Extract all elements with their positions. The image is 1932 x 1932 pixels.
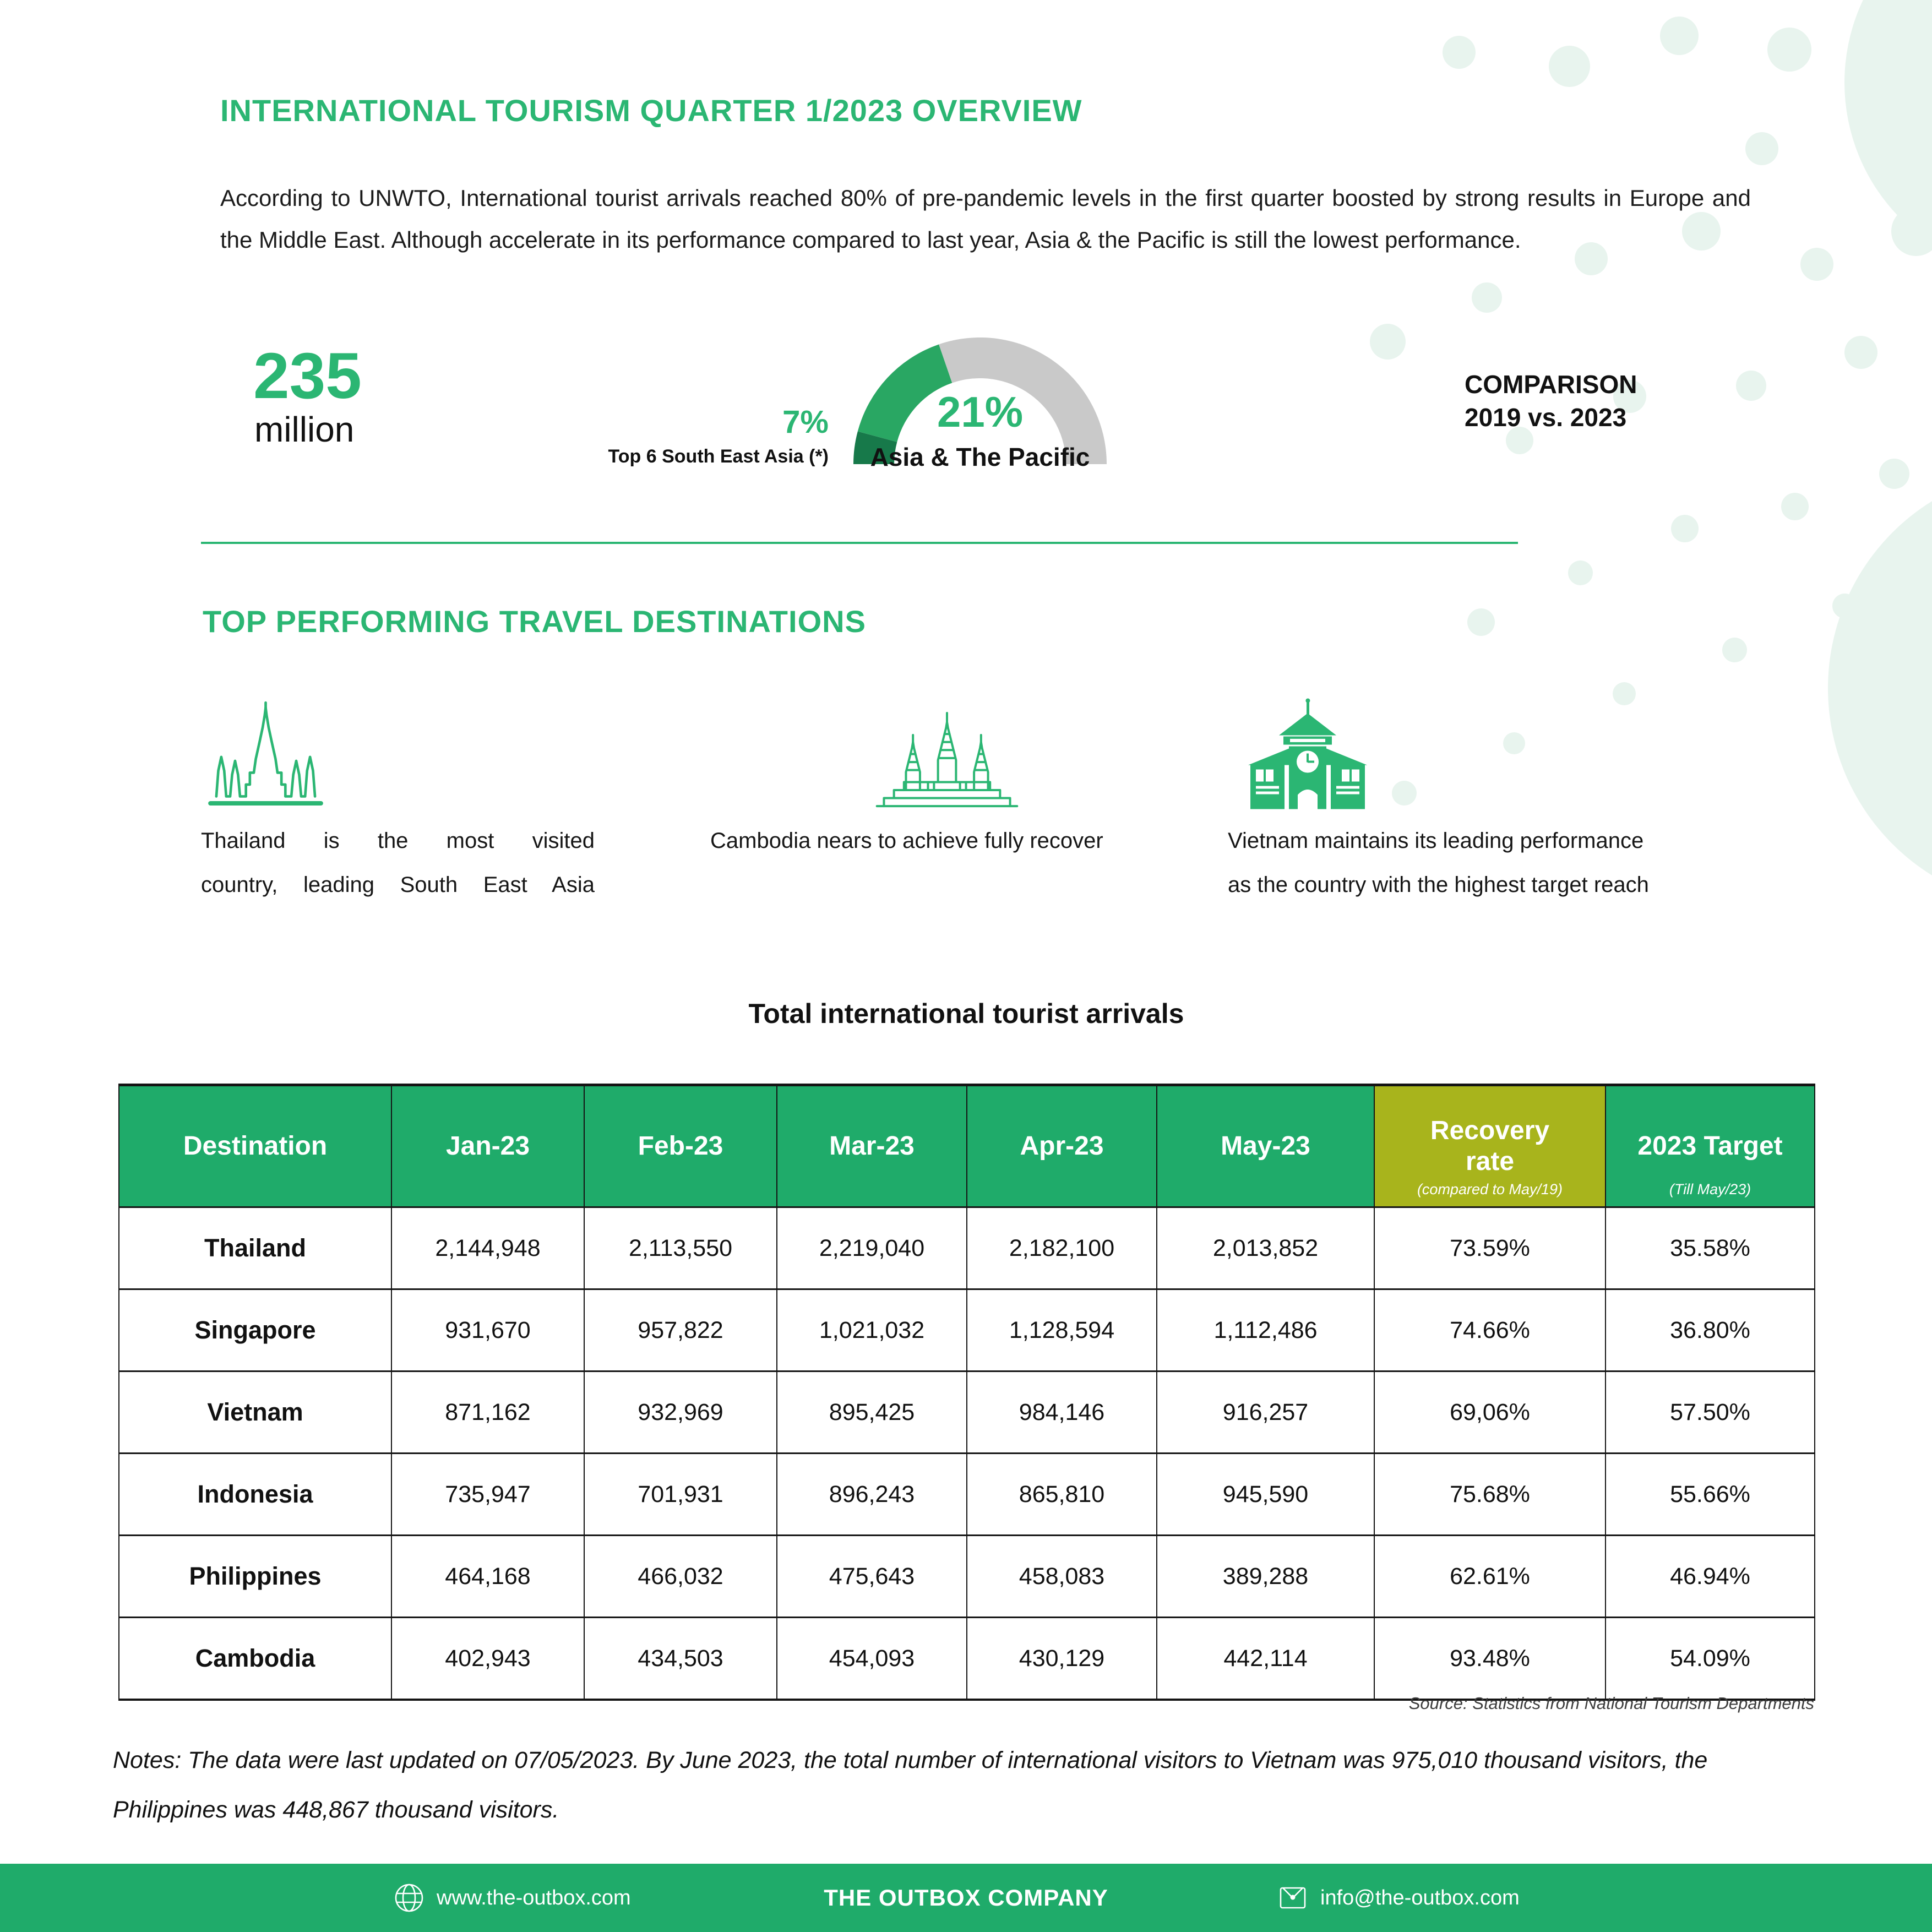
decorative-dot [1781, 493, 1809, 520]
destination-cell: Vietnam [119, 1372, 391, 1454]
footer-email[interactable]: info@the-outbox.com [1277, 1864, 1520, 1932]
footer-website[interactable]: www.the-outbox.com [394, 1864, 631, 1932]
decorative-dot [1671, 515, 1699, 542]
value-cell: 931,670 [391, 1289, 584, 1372]
footer-bar [0, 1864, 1932, 1932]
value-cell: 2,113,550 [584, 1207, 777, 1289]
value-cell: 466,032 [584, 1536, 777, 1618]
value-cell: 35.58% [1606, 1207, 1815, 1289]
thailand-caption: Thailand is the most visited country, leading South East Asia [201, 829, 595, 897]
decorative-dot [1879, 459, 1909, 489]
value-cell: 957,822 [584, 1289, 777, 1372]
value-cell: 73.59% [1374, 1207, 1606, 1289]
footer-company: THE OUTBOX COMPANY [824, 1885, 1108, 1911]
vietnam-caption: Vietnam maintains its leading performance as the country with the highest target reach [1228, 829, 1649, 897]
value-cell: 865,810 [967, 1454, 1157, 1536]
value-cell: 701,931 [584, 1454, 777, 1536]
decorative-dot [1745, 132, 1778, 165]
sea-stat-label: Top 6 South East Asia (*) [608, 446, 829, 467]
value-cell: 1,128,594 [967, 1289, 1157, 1372]
thailand-temple-icon [206, 698, 325, 814]
total-arrivals-unit: million [254, 410, 355, 449]
notes-text: Notes: The data were last updated on 07/05/2023. By June 2023, the total number of international visitors to Vietnam was 975,010 thousand visitors, the Philippines was 448,867 thousand visitors. [113, 1747, 1708, 1823]
comparison-label: COMPARISON 2019 vs. 2023 [1465, 370, 1637, 432]
decorative-dot [1568, 560, 1593, 585]
arrivals-table-header [119, 1085, 1815, 1207]
decorative-dot [1844, 0, 1932, 275]
value-cell: 402,943 [391, 1618, 584, 1700]
value-cell: 62.61% [1374, 1536, 1606, 1618]
decorative-dot [1549, 46, 1590, 87]
table-row-vietnam [119, 1372, 1815, 1454]
decorative-dot [1613, 682, 1636, 705]
decorative-dot [1443, 36, 1476, 69]
column-subnote: (Till May/23) [1669, 1181, 1751, 1198]
value-cell: 46.94% [1606, 1536, 1815, 1618]
sea-stat-value: 7% [782, 404, 829, 440]
table-row-thailand [119, 1207, 1815, 1289]
value-cell: 464,168 [391, 1536, 584, 1618]
value-cell: 984,146 [967, 1372, 1157, 1454]
value-cell: 896,243 [777, 1454, 967, 1536]
value-cell: 454,093 [777, 1618, 967, 1700]
table-title: Total international tourist arrivals [748, 998, 1184, 1029]
value-cell: 93.48% [1374, 1618, 1606, 1700]
table-row-indonesia [119, 1454, 1815, 1536]
value-cell: 74.66% [1374, 1289, 1606, 1372]
source-note: Source: Statistics from National Tourism Departments [1408, 1694, 1814, 1713]
column-subnote: (compared to May/19) [1417, 1181, 1563, 1198]
sea-stat [551, 406, 829, 467]
angkor-wat-icon [864, 702, 1030, 812]
column-header-mar-23: Mar-23 [777, 1085, 967, 1207]
decorative-dot [1844, 336, 1877, 369]
decorative-dot [1503, 732, 1525, 754]
column-header-may-23: May-23 [1157, 1085, 1374, 1207]
total-arrivals-value: 235 [253, 340, 362, 412]
decorative-dot [1467, 608, 1495, 636]
intro-paragraph: According to UNWTO, International tourist arrivals reached 80% of pre-pandemic levels in the first quarter boosted by strong results in Europe and the Middle East. Although accelerate in its performance compared to last year, Asia & the Pacific is still the lowest performance. [220, 185, 1751, 253]
destination-cell: Philippines [119, 1536, 391, 1618]
envelope-icon [1277, 1882, 1308, 1913]
decorative-dot [1722, 638, 1747, 662]
cambodia-caption: Cambodia nears to achieve fully recover [710, 829, 1103, 853]
decorative-dot [1736, 371, 1766, 401]
decorative-dot [1472, 282, 1502, 313]
table-row-singapore [119, 1289, 1815, 1372]
value-cell: 871,162 [391, 1372, 584, 1454]
decorative-dot [1392, 781, 1417, 806]
section-divider [201, 542, 1518, 544]
column-header-feb-23: Feb-23 [584, 1085, 777, 1207]
value-cell: 69,06% [1374, 1372, 1606, 1454]
value-cell: 945,590 [1157, 1454, 1374, 1536]
column-header-destination: Destination [119, 1085, 391, 1207]
recovery-gauge [853, 338, 1107, 471]
destinations-heading: TOP PERFORMING TRAVEL DESTINATIONS [203, 604, 866, 639]
destination-cell: Indonesia [119, 1454, 391, 1536]
value-cell: 2,219,040 [777, 1207, 967, 1289]
value-cell: 75.68% [1374, 1454, 1606, 1536]
apac-stat-label: Asia & The Pacific [870, 443, 1090, 471]
arrivals-table-body [119, 1207, 1815, 1700]
value-cell: 932,969 [584, 1372, 777, 1454]
value-cell: 57.50% [1606, 1372, 1815, 1454]
value-cell: 54.09% [1606, 1618, 1815, 1700]
ben-thanh-market-icon [1242, 695, 1374, 813]
value-cell: 442,114 [1157, 1618, 1374, 1700]
column-header-jan-23: Jan-23 [391, 1085, 584, 1207]
column-header-recovery-rate: Recovery rate (compared to May/19) [1374, 1085, 1606, 1207]
column-header-2023-target: 2023 Target (Till May/23) [1606, 1085, 1815, 1207]
value-cell: 916,257 [1157, 1372, 1374, 1454]
decorative-dot [1828, 468, 1932, 908]
value-cell: 895,425 [777, 1372, 967, 1454]
apac-stat-value: 21% [937, 388, 1024, 436]
value-cell: 1,021,032 [777, 1289, 967, 1372]
value-cell: 2,013,852 [1157, 1207, 1374, 1289]
value-cell: 2,182,100 [967, 1207, 1157, 1289]
destination-cell: Cambodia [119, 1618, 391, 1700]
destination-cell: Singapore [119, 1289, 391, 1372]
value-cell: 36.80% [1606, 1289, 1815, 1372]
decorative-dot [1800, 248, 1833, 281]
value-cell: 55.66% [1606, 1454, 1815, 1536]
table-row-cambodia [119, 1618, 1815, 1700]
decorative-dot [1660, 17, 1699, 55]
value-cell: 735,947 [391, 1454, 584, 1536]
arrivals-table [118, 1084, 1815, 1701]
value-cell: 389,288 [1157, 1536, 1374, 1618]
value-cell: 458,083 [967, 1536, 1157, 1618]
value-cell: 430,129 [967, 1618, 1157, 1700]
decorative-dot [1370, 324, 1406, 360]
table-row-philippines [119, 1536, 1815, 1618]
value-cell: 1,112,486 [1157, 1289, 1374, 1372]
column-header-apr-23: Apr-23 [967, 1085, 1157, 1207]
destination-cell: Thailand [119, 1207, 391, 1289]
page-title: INTERNATIONAL TOURISM QUARTER 1/2023 OVERVIEW [220, 93, 1082, 128]
value-cell: 475,643 [777, 1536, 967, 1618]
decorative-dot [1767, 28, 1811, 72]
value-cell: 2,144,948 [391, 1207, 584, 1289]
value-cell: 434,503 [584, 1618, 777, 1700]
